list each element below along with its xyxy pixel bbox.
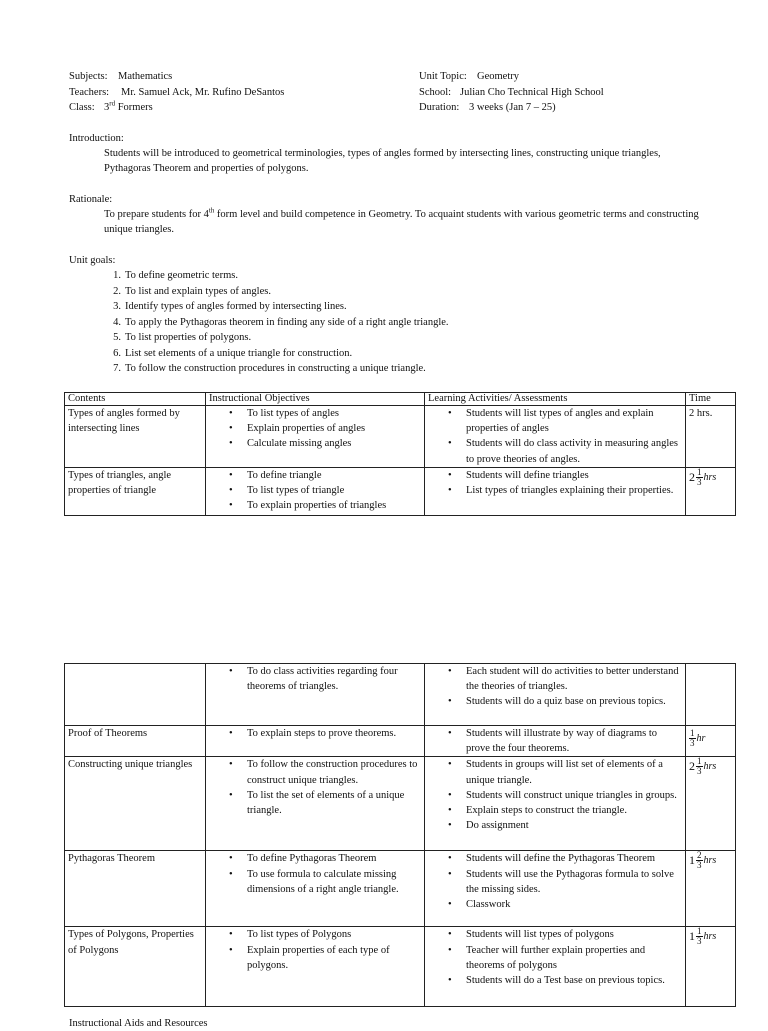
teachers-line bbox=[69, 85, 284, 101]
table-row bbox=[65, 406, 736, 468]
time-unit: hrs bbox=[703, 855, 717, 867]
time-whole: 2 bbox=[689, 469, 695, 484]
row-time bbox=[686, 726, 736, 757]
time-numerator: 1 bbox=[697, 926, 702, 937]
objective-item: • To list the set of elements of a unique triangle. bbox=[209, 788, 421, 818]
row-time bbox=[686, 927, 736, 1007]
time-unit: hrs bbox=[703, 931, 717, 943]
row-content: Pythagoras Theorem bbox=[65, 851, 206, 927]
goal-item bbox=[69, 268, 449, 284]
row-content bbox=[65, 664, 206, 726]
time-numerator: 1 bbox=[697, 467, 702, 477]
goal-text: To list properties of polygons. bbox=[125, 332, 252, 343]
activity-item: • Students will illustrate by way of diagrams to prove the four theorems. bbox=[428, 726, 682, 756]
row-time bbox=[686, 851, 736, 927]
time-denominator: 3 bbox=[697, 477, 702, 487]
row-activities bbox=[425, 757, 686, 851]
activity-item: • Teacher will further explain properties and theorems of polygons bbox=[428, 943, 682, 973]
row-activities bbox=[425, 664, 686, 726]
header-right bbox=[419, 69, 604, 116]
table-header-row bbox=[65, 393, 736, 406]
row-content: Types of angles formed by intersecting lines bbox=[65, 406, 206, 468]
unit-topic-value: Geometry bbox=[477, 71, 519, 82]
row-time bbox=[686, 757, 736, 851]
row-objectives bbox=[206, 664, 425, 726]
objective-item: • To explain steps to prove theorems. bbox=[209, 726, 421, 741]
activity-item: • Students will define the Pythagoras Theorem bbox=[428, 851, 682, 866]
school-value: Julian Cho Technical High School bbox=[460, 86, 604, 98]
time-numerator: 2 bbox=[697, 850, 702, 861]
header-activities: Learning Activities/ Assessments bbox=[425, 393, 686, 406]
time-fraction-part bbox=[696, 927, 703, 946]
row-objectives bbox=[206, 927, 425, 1007]
goal-item bbox=[69, 315, 449, 331]
objective-item: • To list types of triangle bbox=[209, 483, 421, 498]
rationale-text-sup: th bbox=[208, 206, 215, 215]
table-row bbox=[65, 757, 736, 851]
class-value-number: 3 bbox=[104, 102, 110, 113]
goal-text: List set elements of a unique triangle for construction. bbox=[125, 347, 353, 359]
row-activities bbox=[425, 468, 686, 516]
activity-item: • Each student will do activities to better understand the theories of triangles. bbox=[428, 664, 682, 694]
goal-number: 7. bbox=[113, 363, 121, 374]
goal-item bbox=[69, 361, 449, 377]
duration-line bbox=[419, 100, 604, 116]
time-fraction-part bbox=[696, 851, 703, 870]
subjects-value: Mathematics bbox=[118, 71, 173, 82]
row-content: Types of triangles, angle properties of triangle bbox=[65, 468, 206, 516]
rationale-title: Rationale: bbox=[69, 194, 113, 205]
objective-item: • To list types of Polygons bbox=[209, 927, 421, 942]
activity-item: • Students will use the Pythagoras formula to solve the missing sides. bbox=[428, 867, 682, 897]
goal-text: To define geometric terms. bbox=[125, 270, 238, 281]
footer-cutoff-text: Instructional Aids and Resources bbox=[69, 1018, 208, 1029]
activity-item: • Students will list types of angles and explain properties of angles bbox=[428, 406, 682, 436]
school-label: School: bbox=[419, 86, 452, 98]
time-denominator: 3 bbox=[697, 766, 702, 777]
time-denominator: 3 bbox=[697, 860, 702, 871]
unit-topic-line bbox=[419, 69, 604, 85]
row-objectives bbox=[206, 851, 425, 927]
time-fraction bbox=[689, 927, 716, 946]
class-value-sup: rd bbox=[109, 99, 116, 108]
class-value bbox=[104, 99, 153, 113]
objective-item: • Explain properties of each type of polygons. bbox=[209, 943, 421, 973]
class-label: Class: bbox=[69, 102, 95, 113]
rationale-text-pre: To prepare students for 4 bbox=[104, 209, 209, 220]
lesson-plan-table-1 bbox=[64, 392, 736, 516]
duration-value: 3 weeks (Jan 7 – 25) bbox=[469, 102, 556, 113]
objective-item: • To list types of angles bbox=[209, 406, 421, 421]
goal-item bbox=[69, 330, 449, 346]
subjects-line bbox=[69, 69, 284, 85]
objective-item: • Explain properties of angles bbox=[209, 421, 421, 436]
row-activities bbox=[425, 406, 686, 468]
activity-item: • Explain steps to construct the triangle. bbox=[428, 803, 682, 818]
objective-item: • To do class activities regarding four theorems of triangles. bbox=[209, 664, 421, 694]
goal-number: 3. bbox=[113, 301, 121, 312]
activity-item: • Students will list types of polygons bbox=[428, 927, 682, 942]
row-objectives bbox=[206, 406, 425, 468]
objective-item: • To follow the construction procedures to construct unique triangles. bbox=[209, 757, 421, 787]
subjects-label: Subjects: bbox=[69, 71, 108, 82]
time-unit: hrs bbox=[703, 471, 717, 483]
row-content: Constructing unique triangles bbox=[65, 757, 206, 851]
time-unit: hrs bbox=[703, 761, 717, 773]
goal-item bbox=[69, 346, 449, 362]
activity-item: • Do assignment bbox=[428, 818, 682, 833]
time-denominator: 3 bbox=[690, 738, 695, 748]
teachers-value: Mr. Samuel Ack, Mr. Rufino DeSantos bbox=[121, 86, 285, 98]
table-row bbox=[65, 726, 736, 757]
time-whole: 1 bbox=[689, 853, 695, 868]
objective-item: • To explain properties of triangles bbox=[209, 498, 421, 513]
goal-number: 4. bbox=[113, 316, 121, 328]
table-row bbox=[65, 468, 736, 516]
school-line bbox=[419, 85, 604, 101]
goal-text: To list and explain types of angles. bbox=[125, 285, 271, 297]
row-objectives bbox=[206, 726, 425, 757]
time-whole: 2 bbox=[689, 759, 695, 774]
unit-goals-title: Unit goals: bbox=[69, 255, 116, 266]
time-fraction bbox=[689, 468, 716, 487]
row-activities bbox=[425, 851, 686, 927]
goal-text: Identify types of angles formed by intersecting lines. bbox=[125, 301, 347, 312]
row-activities bbox=[425, 726, 686, 757]
goal-text: To follow the construction procedures in constructing a unique triangle. bbox=[125, 363, 426, 374]
unit-topic-label: Unit Topic: bbox=[419, 71, 467, 82]
activity-item: • Classwork bbox=[428, 897, 682, 912]
goal-item bbox=[69, 284, 449, 300]
goal-number: 5. bbox=[113, 332, 121, 343]
table-row bbox=[65, 927, 736, 1007]
objective-item: • To define triangle bbox=[209, 468, 421, 483]
row-objectives bbox=[206, 757, 425, 851]
time-numerator: 1 bbox=[690, 728, 695, 738]
time-fraction-part bbox=[696, 468, 703, 487]
time-whole: 1 bbox=[689, 929, 695, 944]
header-contents: Contents bbox=[65, 393, 206, 406]
unit-goals-list bbox=[69, 268, 449, 377]
time-fraction-part bbox=[689, 729, 696, 748]
row-content: Types of Polygons, Properties of Polygons bbox=[65, 927, 206, 1007]
time-numerator: 1 bbox=[697, 756, 702, 767]
activity-item: • List types of triangles explaining their properties. bbox=[428, 483, 682, 498]
rationale-text-post: form level and build competence in Geometry. To acquaint students with various geometric terms and constructing unique triangles. bbox=[104, 209, 699, 236]
goal-item bbox=[69, 299, 449, 315]
activity-item: • Students will do a quiz base on previous topics. bbox=[428, 694, 682, 709]
row-time bbox=[686, 468, 736, 516]
time-unit: hr bbox=[696, 732, 706, 744]
activity-item: • Students will construct unique triangles in groups. bbox=[428, 788, 682, 803]
time-fraction bbox=[689, 729, 705, 748]
goal-number: 6. bbox=[113, 347, 121, 359]
objective-item: • To define Pythagoras Theorem bbox=[209, 851, 421, 866]
header-objectives: Instructional Objectives bbox=[206, 393, 425, 406]
activity-item: • Students in groups will list set of elements of a unique triangle. bbox=[428, 757, 682, 787]
activity-item: • Students will define triangles bbox=[428, 468, 682, 483]
table-row bbox=[65, 664, 736, 726]
time-fraction bbox=[689, 757, 716, 776]
class-value-rest: Formers bbox=[115, 102, 153, 113]
activity-item: • Students will do a Test base on previous topics. bbox=[428, 973, 682, 988]
goal-text: To apply the Pythagoras theorem in finding any side of a right angle triangle. bbox=[125, 316, 449, 328]
introduction-title: Introduction: bbox=[69, 133, 124, 144]
table-row bbox=[65, 851, 736, 927]
goal-number: 2. bbox=[113, 285, 121, 297]
header-time: Time bbox=[686, 393, 736, 406]
row-content: Proof of Theorems bbox=[65, 726, 206, 757]
row-time bbox=[686, 664, 736, 726]
introduction-text: Students will be introduced to geometrical terminologies, types of angles formed by intersecting lines, constructing unique triangles, Pythagoras Theorem and properties of polygons. bbox=[104, 148, 661, 175]
objective-item: • Calculate missing angles bbox=[209, 436, 421, 451]
lesson-plan-table-2 bbox=[64, 663, 736, 1007]
time-fraction-part bbox=[696, 757, 703, 776]
goal-number: 1. bbox=[113, 270, 121, 281]
time-fraction bbox=[689, 851, 716, 870]
time-denominator: 3 bbox=[697, 936, 702, 947]
row-activities bbox=[425, 927, 686, 1007]
class-line bbox=[69, 100, 284, 116]
objective-item: • To use formula to calculate missing dimensions of a right angle triangle. bbox=[209, 867, 421, 897]
row-time: 2 hrs. bbox=[686, 406, 736, 468]
header-left bbox=[69, 69, 284, 116]
rationale-text bbox=[104, 207, 704, 237]
duration-label: Duration: bbox=[419, 102, 460, 113]
row-objectives bbox=[206, 468, 425, 516]
activity-item: • Students will do class activity in measuring angles to prove theories of angles. bbox=[428, 436, 682, 466]
teachers-label: Teachers: bbox=[69, 86, 110, 98]
